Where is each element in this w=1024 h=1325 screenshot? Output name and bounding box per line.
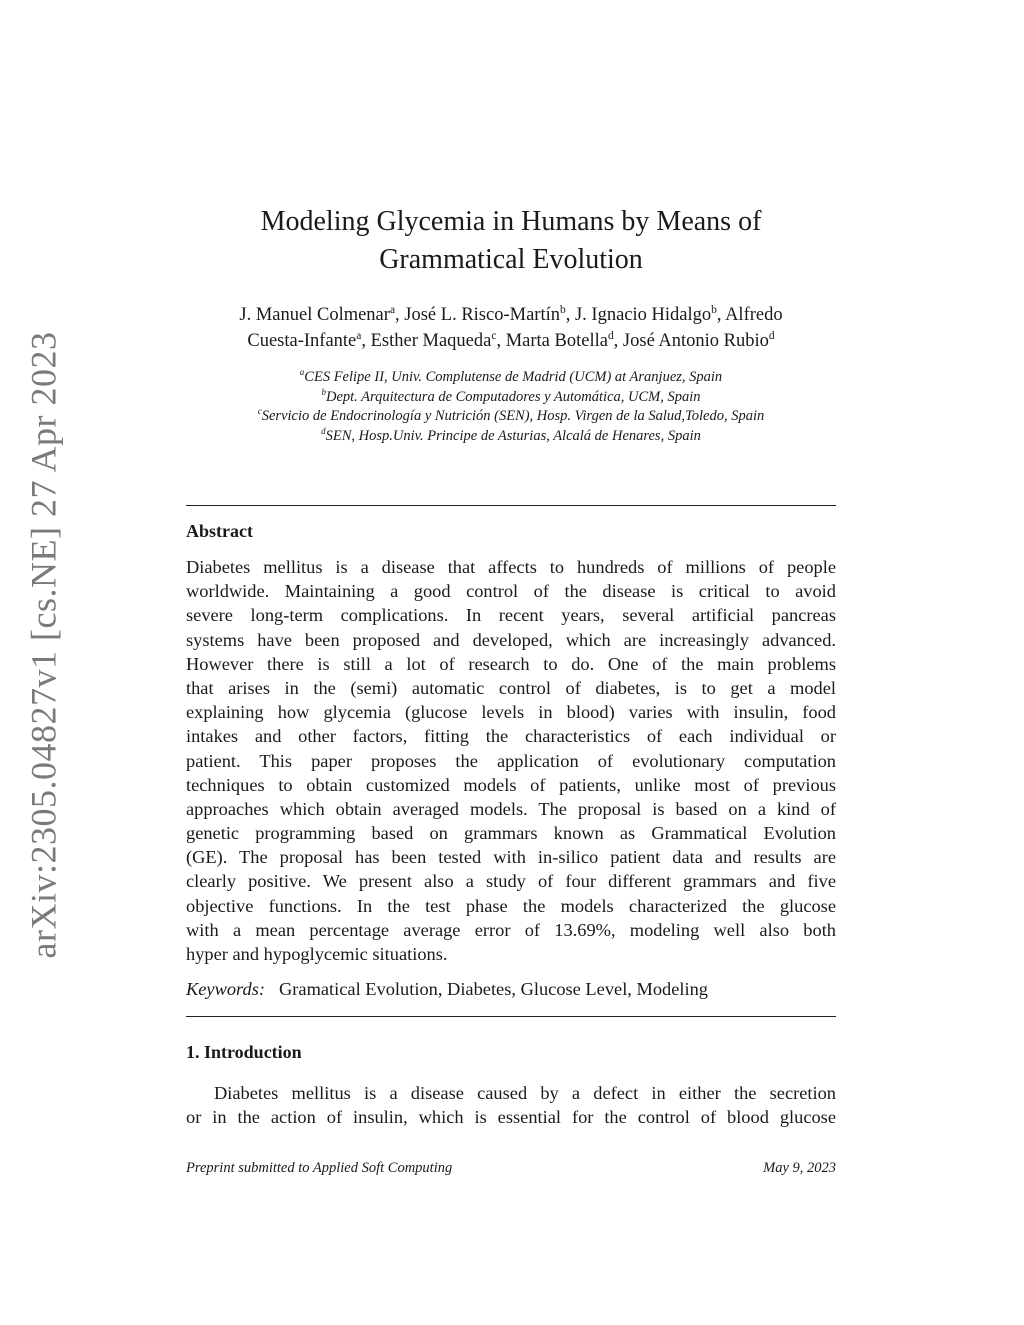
- author-separator: ,: [496, 331, 506, 351]
- author-list: [176, 302, 846, 354]
- introduction-line: or in the action of insulin, which is essential for the control of blood glucose: [186, 1107, 836, 1128]
- abstract-line: genetic programming based on grammars known as Grammatical Evolution: [186, 823, 836, 844]
- title-line-2: Grammatical Evolution: [379, 244, 643, 275]
- author-separator: ,: [395, 305, 405, 325]
- affiliation-mark: b: [711, 303, 717, 316]
- abstract-top-rule: [186, 505, 836, 506]
- abstract-line: However there is still a lot of research to do. One of the main problems: [186, 653, 836, 674]
- abstract-line: intakes and other factors, fitting the characteristics of each individual or: [186, 726, 836, 747]
- affiliation-mark: d: [607, 329, 614, 342]
- abstract-heading: Abstract: [186, 521, 253, 541]
- author-line-1: [176, 302, 846, 328]
- affiliation-mark: b: [559, 303, 566, 316]
- arxiv-identifier-stamp: [22, 331, 64, 959]
- author-separator: ,: [613, 331, 623, 351]
- affiliation-line: [176, 368, 846, 388]
- affiliation-mark: d: [321, 425, 326, 436]
- abstract-line: techniques to obtain customized models of patients, unlike most of previous: [186, 774, 836, 795]
- abstract-line: clearly positive. We present also a study of four different grammars and five: [186, 871, 836, 892]
- affiliation-line: [176, 427, 846, 447]
- paper-title: [186, 203, 836, 279]
- affiliation-mark: b: [321, 386, 326, 397]
- author-separator: ,: [565, 305, 575, 325]
- affiliation-text: Dept. Arquitectura de Computadores y Automática, UCM, Spain: [325, 388, 701, 405]
- affiliation-text: SEN, Hosp.Univ. Principe de Asturias, Alcalá de Henares, Spain: [325, 427, 701, 444]
- author-name: J. Manuel Colmenar: [239, 305, 390, 325]
- abstract-line: hyper and hypoglycemic situations.: [186, 944, 448, 964]
- author-line-2: [176, 328, 846, 354]
- section-heading-introduction: 1. Introduction: [186, 1042, 302, 1062]
- abstract-line: objective functions. In the test phase the models characterized the glucose: [186, 895, 836, 916]
- arxiv-identifier: arXiv:2305.04827v1 [cs.NE] 27 Apr 2023: [23, 331, 64, 959]
- affiliation-mark: a: [356, 329, 362, 342]
- introduction-line: Diabetes mellitus is a disease caused by a defect in either the secretion: [214, 1083, 836, 1103]
- abstract-line: systems have been proposed and developed, which are increasingly advanced.: [186, 629, 836, 650]
- affiliation-text: CES Felipe II, Univ. Complutense de Madrid (UCM) at Aranjuez, Spain: [304, 369, 723, 385]
- affiliation-mark: c: [257, 406, 262, 417]
- abstract-body: [186, 555, 836, 966]
- affiliation-mark: a: [299, 367, 305, 378]
- keywords: [186, 977, 836, 1001]
- affiliation-mark: a: [389, 303, 396, 316]
- abstract-bottom-rule: [186, 1016, 836, 1017]
- abstract-line: (GE). The proposal has been tested with in-silico patient data and results are: [186, 847, 836, 868]
- affiliation-list: [176, 368, 846, 446]
- abstract-line: worldwide. Maintaining a good control of the disease is critical to avoid: [186, 581, 836, 602]
- title-line-1: Modeling Glycemia in Humans by Means of: [260, 206, 762, 237]
- author-name: Cuesta-Infante: [247, 331, 357, 351]
- author-separator: ,: [361, 331, 371, 351]
- affiliation-line: [176, 388, 846, 408]
- abstract-line: with a mean percentage average error of 13.69%, modeling well also both: [186, 919, 836, 940]
- footer-date: May 9, 2023: [763, 1160, 836, 1176]
- author-name: Esther Maqueda: [370, 331, 492, 351]
- author-separator: , Alfredo: [716, 305, 783, 325]
- author-name: Marta Botella: [505, 331, 608, 351]
- abstract-line: severe long-term complications. In recent years, several artificial pancreas: [186, 605, 836, 626]
- abstract-line: that arises in the (semi) automatic control of diabetes, is to get a model: [186, 677, 836, 698]
- author-name: J. Ignacio Hidalgo: [574, 305, 712, 325]
- abstract-line: patient. This paper proposes the application of evolutionary computation: [186, 750, 836, 771]
- keywords-label: Keywords:: [186, 979, 266, 999]
- affiliation-mark: d: [768, 329, 775, 342]
- introduction-body: [186, 1081, 836, 1129]
- affiliation-text: Servicio de Endocrinología y Nutrición (SEN), Hosp. Virgen de la Salud,Toledo, Spain: [261, 408, 765, 424]
- affiliation-line: [176, 407, 846, 427]
- author-name: José Antonio Rubio: [622, 331, 769, 351]
- affiliation-mark: c: [491, 329, 497, 342]
- footer-submission-note: Preprint submitted to Applied Soft Computing: [186, 1160, 453, 1176]
- author-name: José L. Risco-Martín: [404, 305, 560, 325]
- abstract-line: explaining how glycemia (glucose levels in blood) varies with insulin, food: [186, 702, 836, 723]
- page-footer: [186, 1160, 836, 1177]
- abstract-line: Diabetes mellitus is a disease that affects to hundreds of millions of people: [186, 557, 836, 577]
- keywords-text: Gramatical Evolution, Diabetes, Glucose Level, Modeling: [279, 979, 709, 999]
- abstract-line: approaches which obtain averaged models. The proposal is based on a kind of: [186, 798, 836, 819]
